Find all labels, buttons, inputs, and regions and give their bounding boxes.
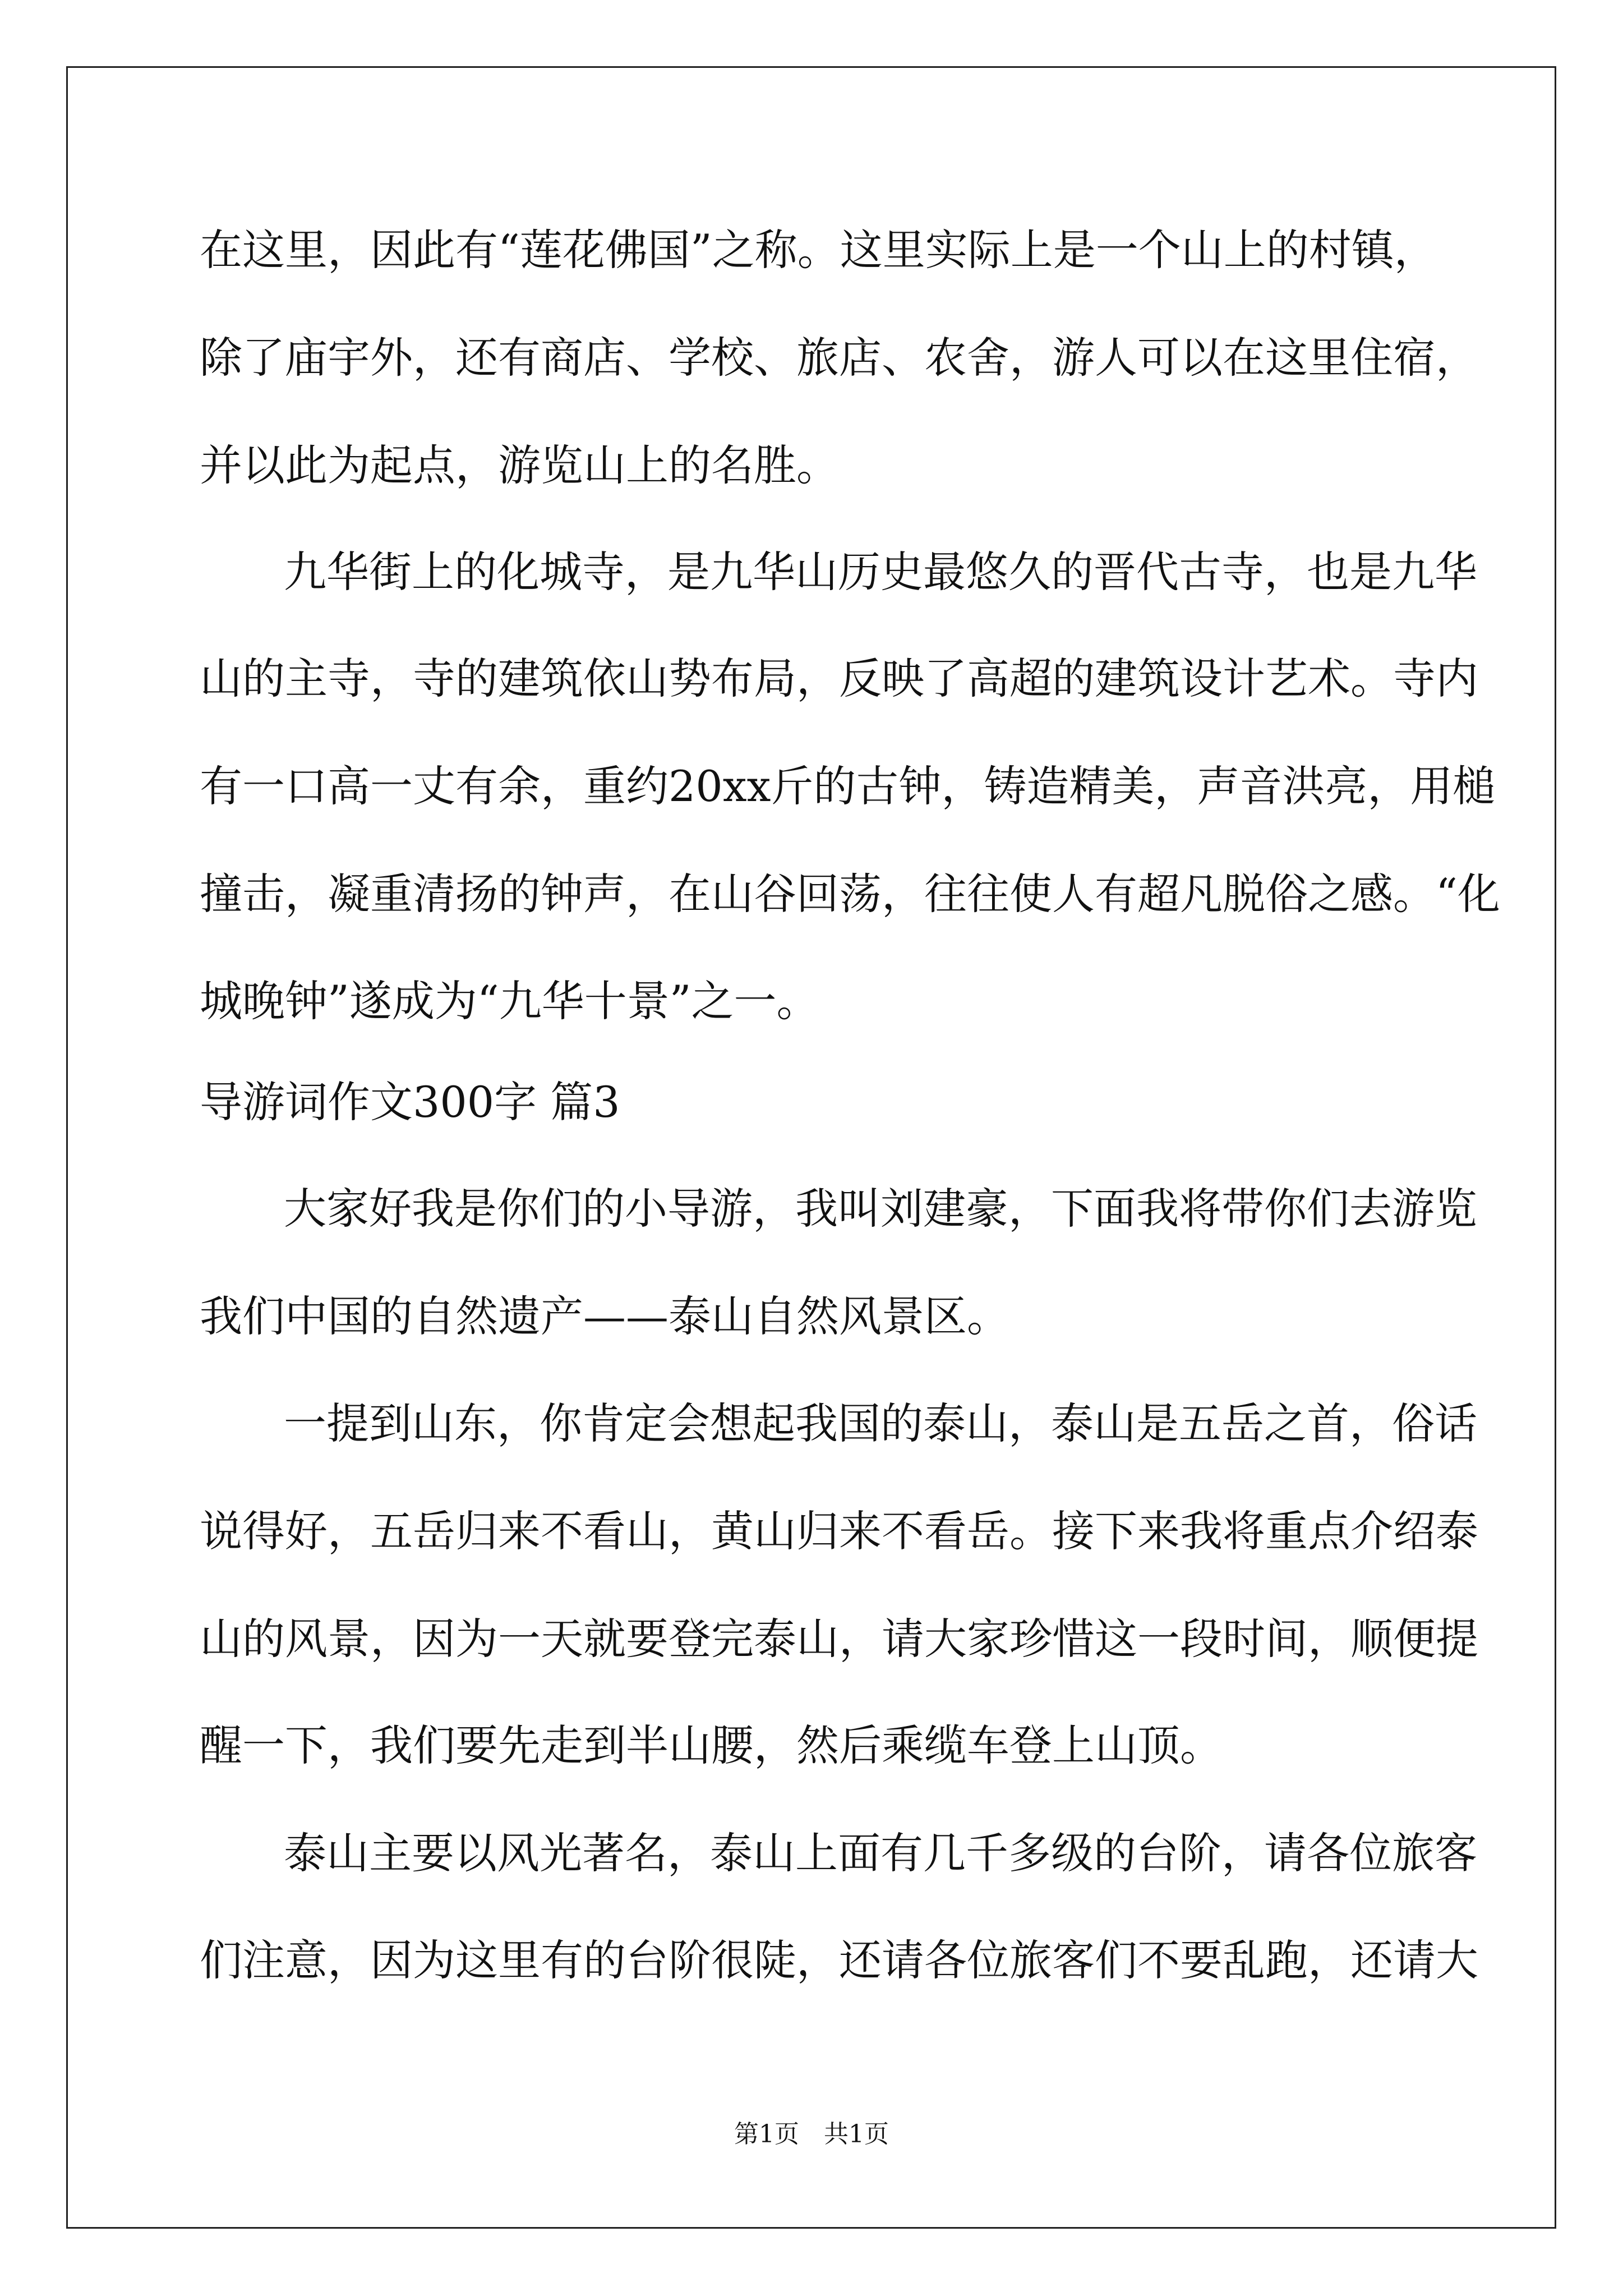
- text-line: 泰山主要以风光著名，泰山上面有几千多级的台阶，请各位旅客: [284, 1828, 1477, 1878]
- text-line: 除了庙宇外，还有商店、学校、旅店、农舍，游人可以在这里住宿，: [200, 333, 1478, 383]
- text-line: 有一口高一丈有余，重约20xx斤的古钟，铸造精美，声音洪亮，用槌: [200, 761, 1496, 811]
- text-line: 山的主寺，寺的建筑依山势布局，反映了高超的建筑设计艺术。寺内: [200, 654, 1478, 703]
- text-line: 一提到山东，你肯定会想起我国的泰山，泰山是五岳之首，俗话: [284, 1398, 1477, 1448]
- text-line: 说得好，五岳归来不看山，黄山归来不看岳。接下来我将重点介绍泰: [200, 1506, 1478, 1556]
- page-border: [66, 66, 1556, 2229]
- page-footer: 第1页 共1页: [734, 2120, 889, 2148]
- text-line: 并以此为起点，游览山上的名胜。: [200, 440, 839, 490]
- text-line: 醒一下，我们要先走到半山腰，然后乘缆车登上山顶。: [200, 1720, 1223, 1770]
- text-line: 我们中国的自然遗产——泰山自然风景区。: [200, 1291, 1009, 1341]
- section-heading: 导游词作文300字 篇3: [200, 1077, 620, 1127]
- text-line: 在这里，因此有“莲花佛国”之称。这里实际上是一个山上的村镇，: [200, 225, 1437, 275]
- text-line: 山的风景，因为一天就要登完泰山，请大家珍惜这一段时间，顺便提: [200, 1614, 1478, 1664]
- text-line: 大家好我是你们的小导游，我叫刘建豪，下面我将带你们去游览: [284, 1184, 1477, 1234]
- text-line: 城晚钟”遂成为“九华十景”之一。: [200, 976, 819, 1026]
- text-line: 撞击，凝重清扬的钟声，在山谷回荡，往往使人有超凡脱俗之感。“化: [200, 869, 1500, 919]
- text-line: 们注意，因为这里有的台阶很陡，还请各位旅客们不要乱跑，还请大: [200, 1935, 1478, 1985]
- text-line: 九华街上的化城寺，是九华山历史最悠久的晋代古寺，也是九华: [284, 547, 1477, 597]
